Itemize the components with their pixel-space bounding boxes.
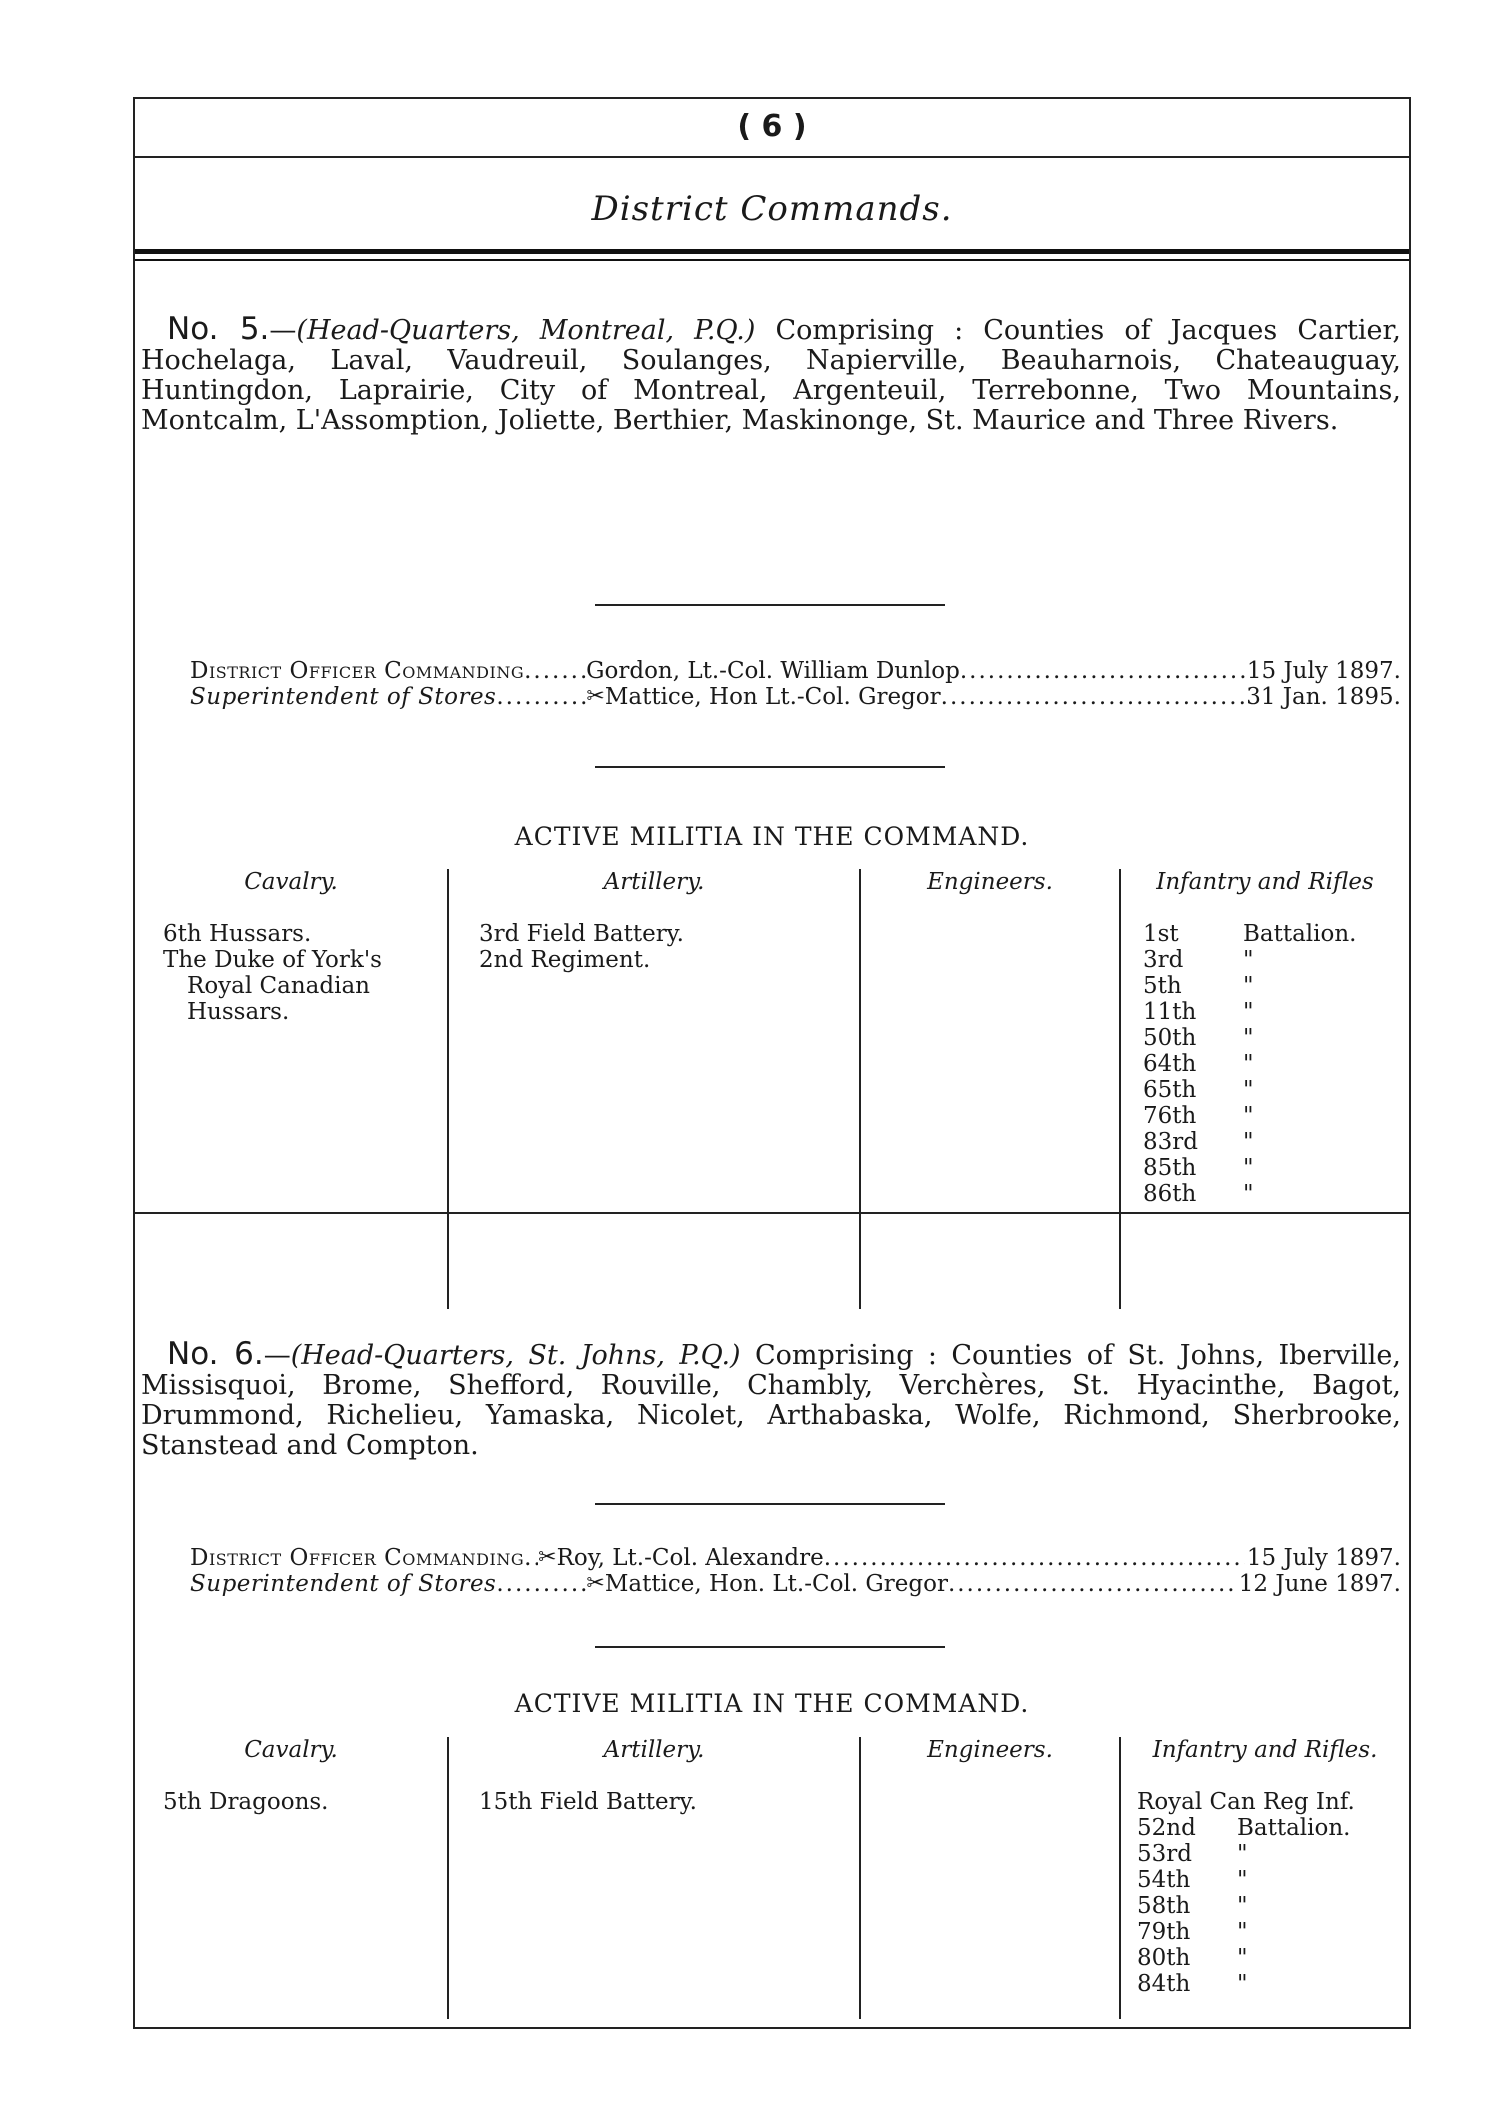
separator-rule xyxy=(595,604,945,606)
officer-role: Superintendent of Stores xyxy=(190,1571,497,1597)
list-item: 52nd Battalion. xyxy=(1137,1815,1351,1841)
list-item: 3rd " xyxy=(1143,947,1254,973)
separator-rule xyxy=(595,1646,945,1648)
artillery-header: Artillery. xyxy=(603,1737,705,1763)
militia-columns xyxy=(135,1737,1409,2019)
scissors-mark: ✂ xyxy=(538,1545,557,1570)
officer-row xyxy=(190,658,1401,684)
district-number: No. 5. xyxy=(167,311,270,347)
list-item: 53rd " xyxy=(1137,1841,1248,1867)
cavalry-column xyxy=(135,869,447,1309)
cavalry-header: Cavalry. xyxy=(244,869,338,895)
artillery-column xyxy=(447,869,859,1309)
list-item: 54th " xyxy=(1137,1867,1248,1893)
list-item: 86th " xyxy=(1143,1181,1254,1207)
officer-name: Mattice, Hon. Lt.-Col. Gregor xyxy=(604,1571,948,1597)
heading-thick-rule xyxy=(135,249,1409,254)
separator-rule xyxy=(595,1503,945,1505)
officer-date: 31 Jan. 1895. xyxy=(1246,684,1401,710)
scissors-mark: ✂ xyxy=(586,684,605,709)
officer-row xyxy=(190,1571,1401,1597)
officer-role: Superintendent of Stores xyxy=(190,684,497,710)
district-paragraph: No. 5.—(Head-Quarters, Montreal, P.Q.) Comprising : Counties of Jacques Cartier, Hochelaga, Laval, Vaudreuil, Soulanges, Napierville, Beauharnois, Chateauguay, Huntingdon, Laprairie, City of Montreal, Argenteuil, Terrebonne, Two Mountains, Montcalm, L'Assomption, Joliette, Berthier, Maskinonge, St. Maurice and Three Rivers. xyxy=(141,311,1401,436)
officer-name: Roy, Lt.-Col. Alexandre xyxy=(556,1545,824,1571)
list-item: 85th " xyxy=(1143,1155,1254,1181)
district-comprising: Comprising : Counties of Jacques Cartier, Hochelaga, Laval, Vaudreuil, Soulanges, Napierville, Beauharnois, Chateauguay, Huntingdon, Laprairie, City of Montreal, Argenteuil, Terrebonne, Two Mountains, Montcalm, L'Assomption, Joliette, Berthier, Maskinonge, St. Maurice and Three Rivers. xyxy=(141,315,1401,436)
cavalry-header: Cavalry. xyxy=(244,1737,338,1763)
officer-date: 15 July 1897. xyxy=(1246,658,1401,684)
header-rule xyxy=(135,156,1409,158)
list-item: 58th " xyxy=(1137,1893,1248,1919)
artillery-header: Artillery. xyxy=(603,869,705,895)
officer-date: 15 July 1897. xyxy=(1246,1545,1401,1571)
list-item: 5th Dragoons. xyxy=(163,1789,329,1815)
list-item: 64th " xyxy=(1143,1051,1254,1077)
page-number: ( 6 ) xyxy=(737,109,807,144)
heading-thin-rule xyxy=(135,259,1409,261)
district-separator xyxy=(135,1212,1409,1214)
district-headquarters: (Head-Quarters, Montreal, P.Q.) xyxy=(296,315,756,346)
engineers-column xyxy=(859,1737,1119,2019)
officer-date: 12 June 1897. xyxy=(1238,1571,1401,1597)
infantry-header: Infantry and Rifles xyxy=(1156,869,1374,895)
engineers-header: Engineers. xyxy=(927,1737,1053,1763)
list-item: The Duke of York's Royal Canadian Hussars. xyxy=(163,947,382,1025)
district-number: No. 6. xyxy=(167,1336,264,1372)
page-heading: District Commands. xyxy=(591,189,953,229)
list-item: 76th " xyxy=(1143,1103,1254,1129)
list-item: 15th Field Battery. xyxy=(479,1789,697,1815)
infantry-column xyxy=(1119,869,1409,1309)
list-item: 50th " xyxy=(1143,1025,1254,1051)
district-paragraph: No. 6.—(Head-Quarters, St. Johns, P.Q.) Comprising : Counties of St. Johns, Iberville, Missisquoi, Brome, Shefford, Rouville, Chambly, Verchères, St. Hyacinthe, Bagot, Drummond, Richelieu, Yamaska, Nicolet, Arthabaska, Wolfe, Richmond, Sherbrooke, Stanstead and Compton. xyxy=(141,1336,1401,1461)
infantry-column xyxy=(1119,1737,1409,2019)
list-item: 2nd Regiment. xyxy=(479,947,651,973)
militia-title: ACTIVE MILITIA IN THE COMMAND. xyxy=(514,822,1030,851)
officer-name: Mattice, Hon Lt.-Col. Gregor xyxy=(604,684,941,710)
infantry-header: Infantry and Rifles. xyxy=(1152,1737,1378,1763)
scissors-mark: ✂ xyxy=(586,1571,605,1596)
list-item: 84th " xyxy=(1137,1971,1248,1997)
district-headquarters: (Head-Quarters, St. Johns, P.Q.) xyxy=(290,1340,741,1371)
list-item: 5th " xyxy=(1143,973,1254,999)
officer-role: District Officer Commanding xyxy=(190,1545,525,1571)
engineers-header: Engineers. xyxy=(927,869,1053,895)
engineers-column xyxy=(859,869,1119,1309)
militia-title: ACTIVE MILITIA IN THE COMMAND. xyxy=(514,1689,1030,1718)
artillery-column xyxy=(447,1737,859,2019)
list-item: 65th " xyxy=(1143,1077,1254,1103)
list-item: 11th " xyxy=(1143,999,1254,1025)
list-item: 79th " xyxy=(1137,1919,1248,1945)
separator-rule xyxy=(595,766,945,768)
cavalry-column xyxy=(135,1737,447,2019)
officer-name: Gordon, Lt.-Col. William Dunlop xyxy=(586,658,960,684)
list-item: 80th " xyxy=(1137,1945,1248,1971)
page-frame xyxy=(133,97,1411,2029)
officer-role: District Officer Commanding xyxy=(190,658,525,684)
list-item: Royal Can Reg Inf. xyxy=(1137,1789,1355,1815)
district-comprising: Comprising : Counties of St. Johns, Iberville, Missisquoi, Brome, Shefford, Rouville, Chambly, Verchères, St. Hyacinthe, Bagot, Drummond, Richelieu, Yamaska, Nicolet, Arthabaska, Wolfe, Richmond, Sherbrooke, Stanstead and Compton. xyxy=(141,1340,1401,1461)
militia-columns xyxy=(135,869,1409,1309)
list-item: 3rd Field Battery. xyxy=(479,921,684,947)
officer-row xyxy=(190,1545,1401,1571)
list-item: 1st Battalion. xyxy=(1143,921,1357,947)
list-item: 83rd " xyxy=(1143,1129,1254,1155)
list-item: 6th Hussars. xyxy=(163,921,312,947)
officer-row xyxy=(190,684,1401,710)
